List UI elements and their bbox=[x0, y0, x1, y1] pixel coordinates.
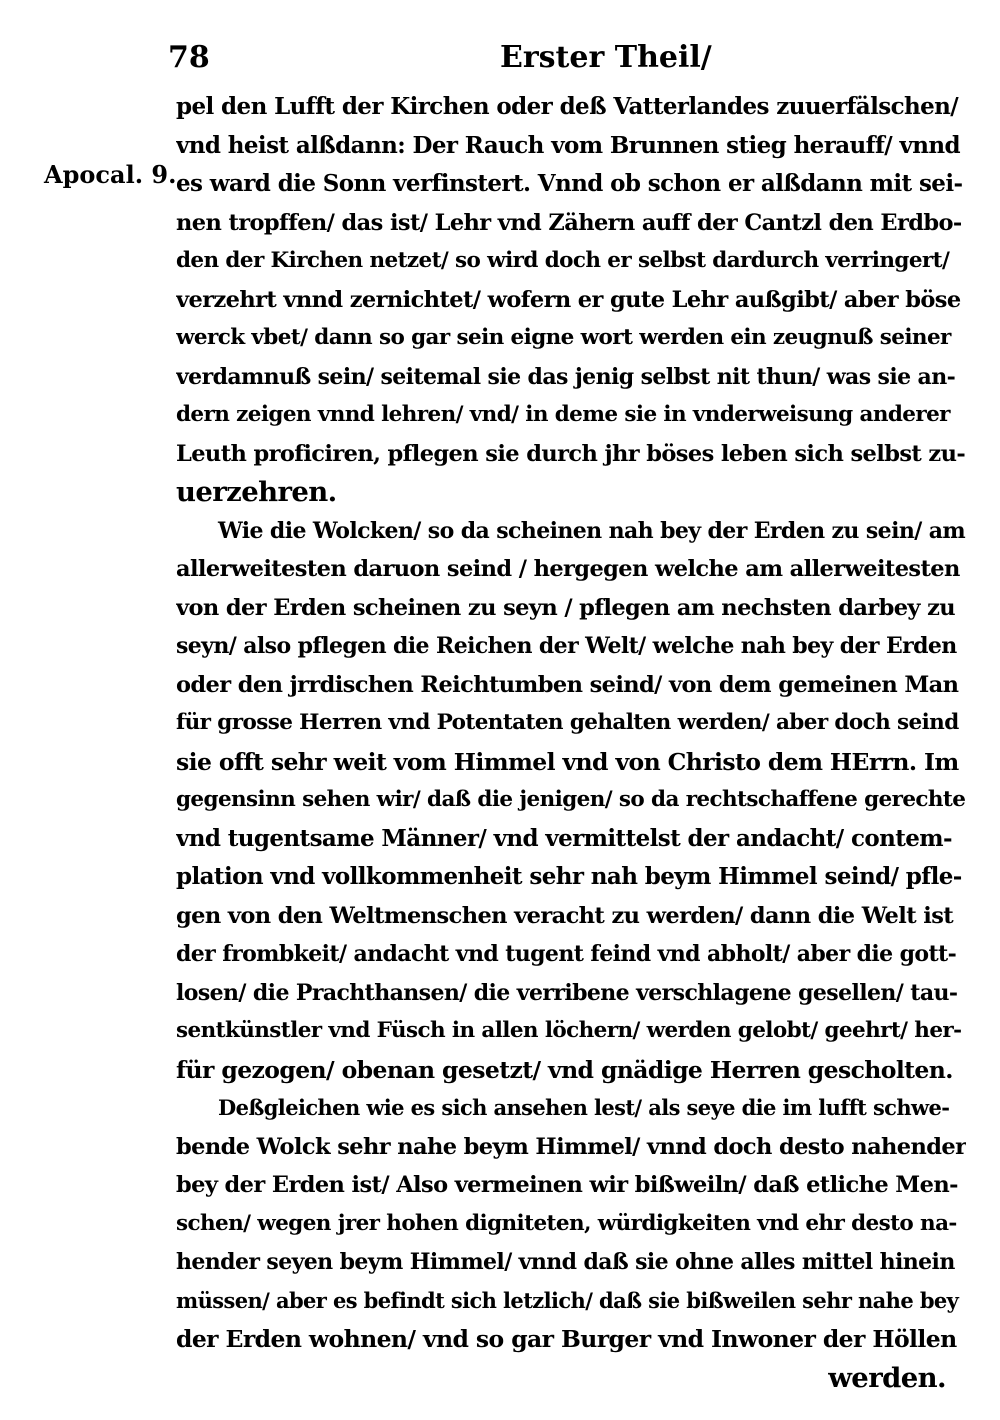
text-line: seyn/ also pflegen die Reichen der Welt/ welche nah bey der Erden bbox=[176, 633, 957, 659]
text-line: es ward die Sonn verfinstert. Vnnd ob schon er alßdann mit sei- bbox=[176, 170, 963, 197]
body-text bbox=[176, 88, 966, 1397]
text-line: nen tropffen/ das ist/ Lehr vnd Zähern auff der Cantzl den Erdbo- bbox=[176, 209, 962, 236]
text-line: allerweitesten daruon seind / hergegen welche am allerweitesten bbox=[176, 556, 960, 582]
text-line: müssen/ aber es befindt sich letzlich/ daß sie bißweilen sehr nahe bey bbox=[176, 1287, 959, 1313]
text-line: Wie die Wolcken/ so da scheinen nah bey der Erden zu sein/ am bbox=[218, 517, 966, 544]
page-number: 78 bbox=[168, 40, 210, 75]
text-line: der frombkeit/ andacht vnd tugent feind vnd abholt/ aber die gott- bbox=[176, 941, 957, 967]
text-line: hender seyen beym Himmel/ vnnd daß sie ohne alles mittel hinein bbox=[176, 1249, 955, 1275]
text-line: für gezogen/ obenan gesetzt/ vnd gnädige Herren gescholten. bbox=[176, 1055, 953, 1084]
text-line: pel den Lufft der Kirchen oder deß Vatterlandes zuuerfälschen/ bbox=[176, 93, 959, 120]
text-line: verdamnuß sein/ seitemal sie das jenig selbst nit thun/ was sie an- bbox=[176, 363, 956, 390]
text-line: verzehrt vnnd zernichtet/ wofern er gute Lehr außgibt/ aber böse bbox=[176, 286, 961, 313]
text-line: Leuth proficiren, pflegen sie durch jhr böses leben sich selbst zu- bbox=[176, 440, 966, 467]
running-head: Erster Theil/ bbox=[500, 40, 712, 75]
text-line: sentkünstler vnd Füsch in allen löchern/ werden gelobt/ geehrt/ her- bbox=[176, 1018, 962, 1043]
text-line: plation vnd vollkommenheit sehr nah beym Himmel seind/ pfle- bbox=[176, 863, 962, 890]
text-line: schen/ wegen jrer hohen digniteten, würdigkeiten vnd ehr desto na- bbox=[176, 1210, 957, 1236]
text-line: sie offt sehr weit vom Himmel vnd von Christo dem HErrn. Im bbox=[176, 747, 959, 776]
text-line: bende Wolck sehr nahe beym Himmel/ vnnd doch desto nahender bbox=[176, 1133, 966, 1160]
text-line: von der Erden scheinen zu seyn / pflegen am nechsten darbey zu bbox=[176, 594, 956, 621]
text-line: werden. bbox=[828, 1361, 946, 1394]
text-line: dern zeigen vnnd lehren/ vnd/ in deme sie in vnderweisung anderer bbox=[176, 402, 950, 427]
text-line: gen von den Weltmenschen veracht zu werden/ dann die Welt ist bbox=[176, 902, 954, 929]
text-line: für grosse Herren vnd Potentaten gehalten werden/ aber doch seind bbox=[176, 710, 959, 735]
text-line: der Erden wohnen/ vnd so gar Burger vnd Inwoner der Höllen bbox=[176, 1325, 957, 1353]
text-line: vnd tugentsame Männer/ vnd vermittelst der andacht/ contem- bbox=[176, 824, 952, 852]
text-line: Deßgleichen wie es sich ansehen lest/ als seye die im lufft schwe- bbox=[218, 1095, 950, 1120]
text-line: losen/ die Prachthansen/ die verribene verschlagene gesellen/ tau- bbox=[176, 979, 958, 1006]
text-line: oder den jrrdischen Reichtumben seind/ von dem gemeinen Man bbox=[176, 671, 959, 698]
text-line: gegensinn sehen wir/ daß die jenigen/ so da rechtschaffene gerechte bbox=[176, 787, 966, 812]
text-line: den der Kirchen netzet/ so wird doch er selbst dardurch verringert/ bbox=[176, 248, 950, 273]
text-line: werck vbet/ dann so gar sein eigne wort werden ein zeugnuß seiner bbox=[176, 325, 951, 350]
text-line: bey der Erden ist/ Also vermeinen wir bißweiln/ daß etliche Men- bbox=[176, 1172, 958, 1198]
text-line: vnd heist alßdann: Der Rauch vom Brunnen stieg herauff/ vnnd bbox=[176, 131, 960, 159]
text-line: uerzehren. bbox=[176, 476, 337, 508]
margin-note: Apocal. 9. bbox=[44, 160, 177, 189]
